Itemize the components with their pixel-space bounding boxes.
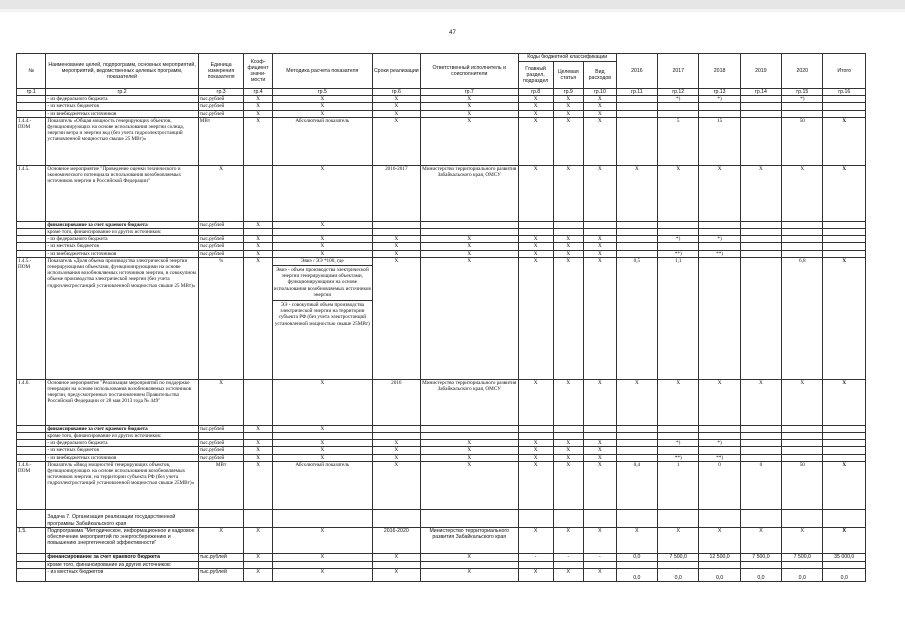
x-cell: X [518,110,553,117]
x-cell: X [553,243,583,250]
row-label: Подпрограмма "Методическое, информационное и кадровое обеспечение мероприятий по энергосбережению и повышению энергетической эффективности" [46,527,198,553]
x-cell: X [420,569,518,582]
definition-2: ЭЭ - совокупный объем производства электрической энергии на территории субъекта РФ (без учета электростанций установленной мощностью свыше 25МВт) [273,300,372,328]
col-num: гр.1 [17,89,46,96]
x-cell: X [553,165,583,221]
x-cell: X [518,103,553,110]
col-num: гр.16 [823,89,866,96]
x-cell: X [272,569,372,582]
x-cell: X [782,527,823,553]
x-cell: X [553,447,583,454]
col-num: гр.11 [616,89,657,96]
header-total: Итого [823,54,866,89]
scan-edge-shadow-light [0,9,905,12]
header-code-item: Целевая статья [553,62,583,89]
col-num: гр.7 [420,89,518,96]
x-cell: X [244,553,272,561]
table-row [17,221,866,228]
row-label: - из федерального бюджета [46,236,198,243]
x-cell: X [823,379,866,425]
x-cell: X [244,110,272,117]
x-cell: X [553,379,583,425]
unit-cell: тыс.рублей [198,243,244,250]
row-label: финансирование за счет краевого бюджета [46,425,198,432]
unit-cell: тыс.рублей [198,553,244,561]
col-num: гр.15 [782,89,823,96]
value-cell: 0 [699,461,740,509]
x-cell: X [740,527,781,553]
x-cell: X [823,117,866,165]
x-cell: X [372,96,420,103]
responsible-cell: Министерство территориального развития Забайкальского края [420,527,518,553]
footnote-cell: *) [658,236,699,243]
row-label: Основное мероприятие "Реализация мероприятий по поддержке генерации на основе использования возобновляемых источников энергии, предусмотренных постановлением Правительства Российской Федерации от 28 мая 2013 года № 449" [46,379,198,425]
value-cell: 15 [699,117,740,165]
x-cell: X [518,440,553,447]
x-cell: X [244,117,272,165]
x-cell: X [420,447,518,454]
value-cell: 0 [740,461,781,509]
x-cell: X [553,440,583,447]
x-cell: X [584,447,617,454]
col-num: гр.8 [518,89,553,96]
x-cell: X [584,110,617,117]
x-cell: X [553,257,583,379]
x-cell: X [198,165,244,221]
header-2018: 2018 [699,54,740,89]
value-cell: 0,0 [699,569,740,582]
x-cell: X [244,257,272,379]
header-code-kind: Вид расходов [584,62,617,89]
unit-cell: тыс.рублей [198,250,244,257]
row-label: - из местных бюджетов [46,447,198,454]
x-cell: X [584,243,617,250]
terms-cell: 2016 [372,379,420,425]
x-cell: X [272,236,372,243]
x-cell: X [518,569,553,582]
x-cell: X [782,379,823,425]
column-numbers-row [17,89,866,96]
footnote-cell: *) [782,96,823,103]
x-cell: X [272,165,372,221]
x-cell: X [823,461,866,509]
x-cell: X [553,117,583,165]
x-cell: X [823,165,866,221]
col-num: гр.6 [372,89,420,96]
x-cell: X [518,454,553,461]
x-cell: X [420,440,518,447]
row-label: финансирование за счет краевого бюджета [46,553,198,561]
x-cell: X [658,379,699,425]
x-cell: X [553,103,583,110]
unit-cell: тыс.рублей [198,221,244,228]
x-cell: X [420,243,518,250]
x-cell: X [372,454,420,461]
x-cell: X [584,569,617,582]
x-cell: X [272,425,372,432]
x-cell: X [244,103,272,110]
method-cell: Абсолютный показатель [272,461,372,509]
total-cell: 35 000,0 [823,553,866,561]
unit-cell: МВт [198,461,244,509]
x-cell: X [553,461,583,509]
row-number: 1.4.5.- ПОМ [17,257,46,379]
x-cell: X [658,165,699,221]
unit-cell: МВт [198,117,244,165]
row-label: - из местных бюджетов [46,243,198,250]
task-heading: Задача 7. Организация реализации государственной программы Забайкальского края [46,509,198,527]
header-terms: Сроки реализации [372,54,420,89]
x-cell: X [518,447,553,454]
x-cell: X [584,236,617,243]
footnote-cell: *) [658,96,699,103]
table-row [17,379,866,425]
row-number: 1.4.5. [17,165,46,221]
header-method: Методика расчета показателя [272,54,372,89]
row-label: кроме того, финансирование из других источников: [46,229,198,236]
row-label: кроме того, финансирование из других источников: [46,561,198,568]
unit-cell: тыс.рублей [198,110,244,117]
x-cell: X [584,250,617,257]
col-num: гр.12 [658,89,699,96]
col-num: гр.5 [272,89,372,96]
x-cell: X [272,221,372,228]
x-cell: X [518,243,553,250]
x-cell: X [372,250,420,257]
table-row [17,250,866,257]
total-cell: 0,0 [823,569,866,582]
table-row [17,561,866,568]
row-label: финансирование за счет краевого бюджета [46,221,198,228]
header-name: Наименование целей, подпрограмм, основных мероприятий, мероприятий, ведомственных целевых программ, показателей [46,54,198,89]
x-cell: X [553,527,583,553]
x-cell: X [658,527,699,553]
table-row [17,96,866,103]
x-cell: X [518,379,553,425]
x-cell: X [584,461,617,509]
x-cell: X [420,117,518,165]
x-cell: X [420,250,518,257]
header-codes: Коды бюджетной классификации [518,54,616,62]
x-cell: X [272,96,372,103]
table-row [17,454,866,461]
x-cell: X [740,379,781,425]
table-row [17,110,866,117]
row-label: - из внебюджетных источников [46,250,198,257]
x-cell: X [244,461,272,509]
row-number: 1.4.4.- ПОМ [17,117,46,165]
value-cell: 0,0 [658,569,699,582]
unit-cell: тыс.рублей [198,103,244,110]
x-cell: X [420,553,518,561]
value-cell: 1,1 [658,257,699,379]
x-cell: X [272,110,372,117]
x-cell: X [272,527,372,553]
x-cell: X [372,103,420,110]
col-num: гр.9 [553,89,583,96]
value-cell: 0,0 [740,569,781,582]
unit-cell: тыс.рублей [198,440,244,447]
row-label: Показатель «Доля объема производства электрической энергии генерирующими объектами, функционирующими на основе использования возобновляемых источников энергии, в совокупном объеме производства электрической энергии (без учета гидроэлектростанций установленной мощностью свыше 25 МВт)» [46,257,198,379]
x-cell: X [198,379,244,425]
x-cell: X [518,117,553,165]
dash-cell: - [584,553,617,561]
x-cell: X [372,236,420,243]
x-cell: X [699,165,740,221]
value-cell: 5 [658,117,699,165]
x-cell: X [372,553,420,561]
x-cell: X [244,447,272,454]
x-cell: X [244,425,272,432]
x-cell: X [244,569,272,582]
x-cell: X [244,250,272,257]
x-cell: X [372,569,420,582]
table-row [17,569,866,582]
table-row [17,257,866,379]
header-coef: Коэф- фициент значи- мости [244,54,272,89]
table-row [17,103,866,110]
x-cell: X [553,454,583,461]
footnote-cell: **) [658,250,699,257]
unit-cell: тыс.рублей [198,569,244,582]
unit-cell: тыс.рублей [198,96,244,103]
x-cell: X [518,250,553,257]
x-cell: X [553,110,583,117]
x-cell: X [518,96,553,103]
x-cell: X [420,110,518,117]
col-num: гр.3 [198,89,244,96]
row-label: - из внебюджетных источников [46,454,198,461]
row-label: Показатель «Ввод мощностей генерирующих объектов, функционирующих на основе использования возобновляемых источников энергии, на территории субъекта РФ (без учета гидроэлектростанций установленной мощностью свыше 25МВт)» [46,461,198,509]
x-cell: X [518,257,553,379]
value-cell: 7 500,0 [782,553,823,561]
header-responsible: Ответственный исполнитель и соисполнители [420,54,518,89]
x-cell: X [584,440,617,447]
program-table [16,53,866,582]
x-cell: X [616,379,657,425]
x-cell: X [372,117,420,165]
unit-cell: тыс.рублей [198,425,244,432]
x-cell: X [244,96,272,103]
x-cell: X [584,379,617,425]
x-cell: X [553,569,583,582]
x-cell: X [244,221,272,228]
x-cell: X [272,447,372,454]
value-cell: 50 [782,117,823,165]
definition-1: Эвиэ - объем производства электрической энергии генерирующими объектами, функционирующими на основе использования возобновляемых источников энергии [273,267,371,298]
table-row [17,425,866,432]
x-cell: X [420,236,518,243]
x-cell: X [420,454,518,461]
x-cell: X [823,527,866,553]
row-label: - из федерального бюджета [46,96,198,103]
table-row [17,433,866,440]
value-cell: 7 500,0 [658,553,699,561]
responsible-cell: Министерство территориального развития Забайкальского края, ОМСУ [420,379,518,425]
value-cell: 0,0 [782,569,823,582]
value-cell: 0,0 [616,569,657,582]
x-cell: X [699,527,740,553]
x-cell: X [584,103,617,110]
x-cell: X [584,96,617,103]
unit-cell: тыс.рублей [198,236,244,243]
x-cell: X [782,165,823,221]
x-cell: X [420,96,518,103]
table-row [17,165,866,221]
col-num: гр.14 [740,89,781,96]
x-cell: X [518,165,553,221]
header-2016: 2016 [616,54,657,89]
x-cell: X [244,527,272,553]
table-row [17,117,866,165]
value-cell: 0,5 [616,257,657,379]
x-cell: X [272,553,372,561]
table-row [17,229,866,236]
x-cell: X [584,257,617,379]
responsible-cell: Министерство территориального развития Забайкальского края, ОМСУ [420,165,518,221]
footnote-cell: *) [699,236,740,243]
x-cell: X [584,165,617,221]
x-cell: X [372,440,420,447]
x-cell: X [518,461,553,509]
x-cell: X [198,527,244,553]
footnote-cell: *) [658,440,699,447]
unit-cell: % [198,257,244,379]
row-label: кроме того, финансирование из других источников: [46,433,198,440]
x-cell: X [372,110,420,117]
x-cell: X [420,103,518,110]
col-num: гр.13 [699,89,740,96]
row-label: - из внебюджетных источников [46,110,198,117]
row-number: 1.5. [17,527,46,553]
footnote-cell: **) [699,250,740,257]
table-row [17,243,866,250]
x-cell: X [272,243,372,250]
row-label: - из местных бюджетов [46,103,198,110]
x-cell: X [272,454,372,461]
value-cell: 7 500,0 [740,553,781,561]
footnote-cell: **) [658,454,699,461]
table-row [17,509,866,527]
x-cell: X [244,440,272,447]
table-row [17,440,866,447]
x-cell: X [272,440,372,447]
x-cell: X [740,165,781,221]
method-cell: Абсолютный показатель [272,117,372,165]
x-cell: X [372,243,420,250]
x-cell: X [616,527,657,553]
col-num: гр.10 [584,89,617,96]
value-cell: 12 500,0 [699,553,740,561]
x-cell: X [420,257,518,379]
x-cell: X [823,257,866,379]
x-cell: X [553,236,583,243]
header-code-main: Главный раздел, подраздел [518,62,553,89]
unit-cell: тыс.рублей [198,447,244,454]
row-label: - из местных бюджетов [46,569,198,582]
x-cell: X [244,454,272,461]
row-label: Основное мероприятие "Проведение оценки технического и экономического потенциала использования возобновляемых источников энергии в Российской Федерации" [46,165,198,221]
page-number: 47 [449,30,456,36]
table-row [17,236,866,243]
header-unit: Единица измерения показателя [198,54,244,89]
unit-cell: тыс.рублей [198,454,244,461]
x-cell: X [584,117,617,165]
x-cell: X [372,447,420,454]
header-num: № [17,54,46,89]
value-cell: 0,4 [616,461,657,509]
col-num: гр.2 [46,89,198,96]
x-cell: X [244,243,272,250]
table-row [17,553,866,561]
scan-edge-shadow [0,0,905,9]
x-cell: X [420,461,518,509]
table-row [17,527,866,553]
header-2017: 2017 [658,54,699,89]
footnote-cell: *) [699,440,740,447]
terms-cell: 2016-2017 [372,165,420,221]
x-cell: X [584,454,617,461]
row-number: 1.4.6. [17,379,46,425]
row-number: 1.4.6.- ПОМ [17,461,46,509]
col-num: гр.4 [244,89,272,96]
x-cell: X [518,527,553,553]
table-row [17,461,866,509]
x-cell: X [699,379,740,425]
row-label: - из федерального бюджета [46,440,198,447]
x-cell: X [584,527,617,553]
footnote-cell: **) [699,454,740,461]
header-2020: 2020 [782,54,823,89]
dash-cell: - [553,553,583,561]
x-cell: X [244,236,272,243]
method-cell [272,257,372,379]
x-cell: X [553,96,583,103]
x-cell: X [553,250,583,257]
x-cell: X [616,165,657,221]
value-cell: 1 [658,461,699,509]
x-cell: X [272,250,372,257]
footnote-cell: *) [699,96,740,103]
value-cell: 50 [782,461,823,509]
header-2019: 2019 [740,54,781,89]
x-cell: X [372,257,420,379]
value-cell: 6,8 [782,257,823,379]
table-row [17,447,866,454]
x-cell: X [272,379,372,425]
row-label: Показатель «Общая мощность генерирующих объектов, функционирующих на основе использования энергии солнца, энергии ветра и энергии вод (без учета гидроэлектростанций установленной мощностью свыше 25 МВт)» [46,117,198,165]
x-cell: X [518,236,553,243]
value-cell: 0,0 [616,553,657,561]
formula: Эвиэ / ЭЭ *100, где [300,257,344,264]
x-cell: X [272,103,372,110]
terms-cell: 2016-2020 [372,527,420,553]
x-cell: X [372,461,420,509]
dash-cell: - [518,553,553,561]
